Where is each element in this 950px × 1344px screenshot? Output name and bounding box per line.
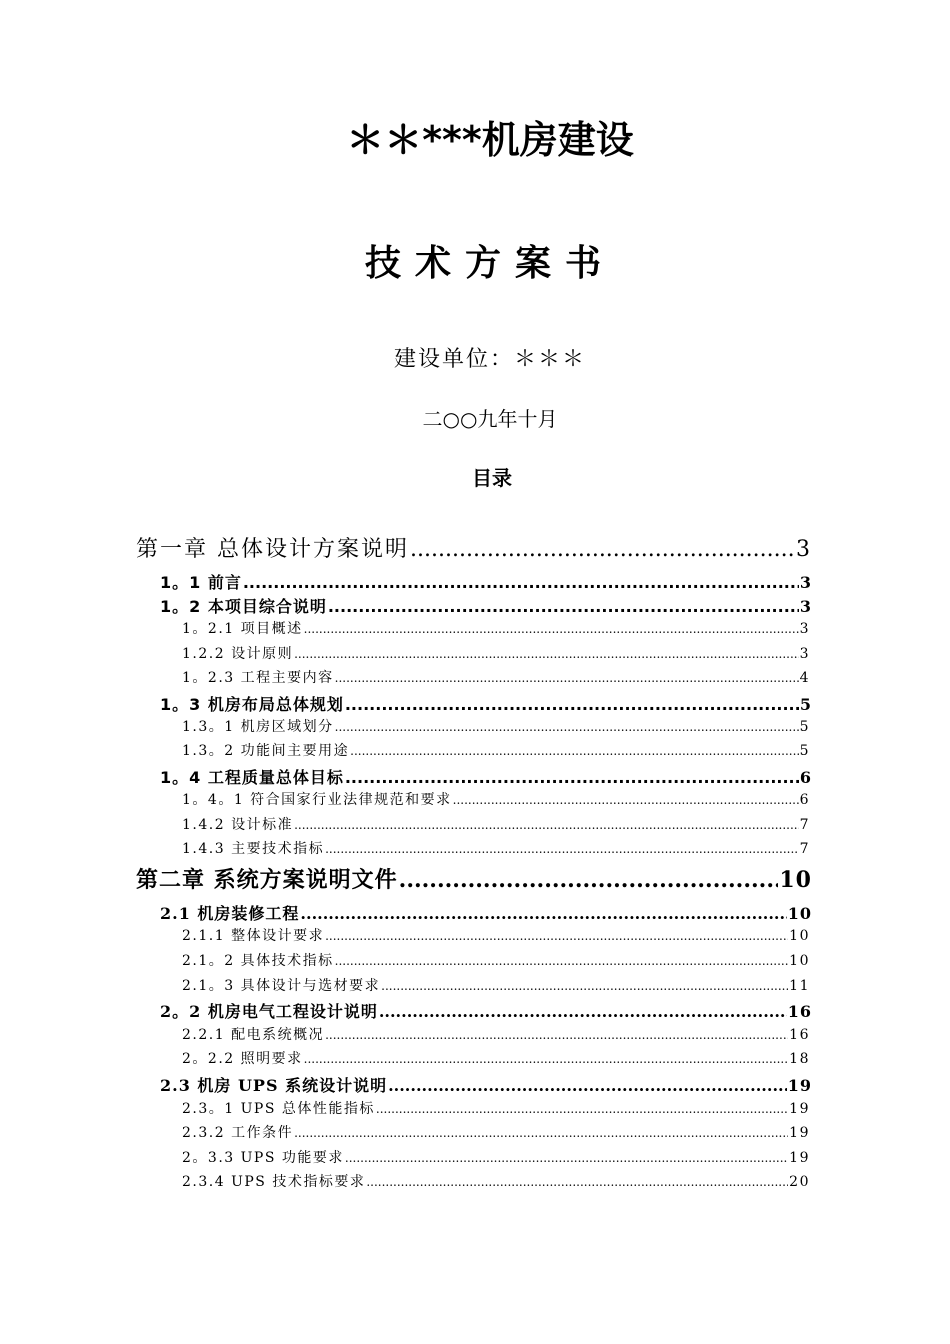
toc-entry-label: 1。3 机房布局总体规划 [160, 694, 344, 714]
toc-entry[interactable] [160, 594, 812, 618]
toc-entry-page-number: 6 [799, 791, 810, 808]
toc-entry-page-number: 5 [799, 718, 810, 735]
toc-entry-label: 2.1。3 具体设计与选材要求 [182, 977, 381, 994]
toc-entry-label: 1.4.2 设计标准 [182, 816, 294, 833]
toc-entry[interactable] [160, 999, 812, 1024]
toc-dot-leader [325, 1028, 788, 1042]
toc-dot-leader [410, 537, 795, 562]
toc-dot-leader [379, 1002, 787, 1021]
document-title-line1: ＊＊***机房建设 [346, 118, 634, 162]
toc-dot-leader [335, 671, 799, 685]
toc-entry-page-number: 7 [799, 816, 810, 833]
toc-entry-label: 第二章 系统方案说明文件 [136, 866, 398, 893]
toc-entry[interactable] [160, 1073, 812, 1098]
toc-dot-leader [376, 1102, 788, 1116]
toc-dot-leader [381, 979, 788, 993]
toc-entry-label: 2.2.1 配电系统概况 [182, 1026, 325, 1043]
document-date: 二○○九年十月 [422, 407, 558, 431]
toc-entry-page-number: 5 [799, 743, 810, 760]
toc-entry[interactable] [182, 1098, 810, 1123]
toc-dot-leader [294, 647, 799, 661]
toc-entry[interactable] [182, 814, 810, 839]
toc-entry-label: 2.1。2 具体技术指标 [182, 952, 334, 969]
toc-entry-label: 2.3.4 UPS 技术指标要求 [182, 1174, 366, 1191]
toc-entry[interactable] [182, 1147, 810, 1172]
toc-dot-leader [453, 793, 799, 807]
toc-entry-label: 第一章 总体设计方案说明 [136, 537, 409, 562]
toc-dot-leader [294, 1126, 788, 1140]
toc-dot-leader [300, 904, 786, 923]
toc-dot-leader [399, 867, 779, 893]
toc-entry[interactable] [182, 1024, 810, 1049]
toc-entry[interactable] [136, 532, 812, 570]
builder-unit: 建设单位：＊＊＊ [393, 347, 586, 372]
toc-entry[interactable] [182, 1048, 810, 1073]
toc-entry-page-number: 3 [799, 597, 812, 616]
toc-entry-page-number: 3 [799, 645, 810, 662]
toc-entry-page-number: 19 [789, 1100, 810, 1117]
toc-entry[interactable] [182, 643, 810, 668]
toc-entry-page-number: 5 [799, 694, 812, 714]
toc-entry-label: 1。2.3 工程主要内容 [182, 670, 334, 687]
toc-dot-leader [345, 695, 799, 714]
toc-dot-leader [294, 818, 799, 832]
document-title-line2: 技术方案书 [364, 243, 615, 284]
toc-dot-leader [366, 1175, 788, 1189]
toc-entry[interactable] [160, 765, 812, 789]
toc-entry-label: 2。2 机房电气工程设计说明 [160, 1002, 378, 1022]
toc-entry-page-number: 18 [789, 1051, 810, 1068]
toc-entry-label: 2.1 机房装修工程 [160, 903, 300, 923]
toc-dot-leader [325, 842, 799, 856]
toc-entry-label: 2.1.1 整体设计要求 [182, 928, 325, 945]
table-of-contents [0, 532, 950, 1196]
toc-entry-label: 2.3.2 工作条件 [182, 1125, 294, 1142]
toc-entry[interactable] [182, 950, 810, 975]
toc-entry-page-number: 7 [799, 841, 810, 858]
toc-entry[interactable] [182, 975, 810, 1000]
toc-entry-page-number: 19 [789, 1125, 810, 1142]
toc-entry-label: 2。3.3 UPS 功能要求 [182, 1149, 344, 1166]
toc-entry[interactable] [136, 863, 812, 901]
toc-entry-label: 1.3。1 机房区域划分 [182, 718, 334, 735]
toc-entry-page-number: 19 [787, 1075, 812, 1095]
toc-entry[interactable] [182, 667, 810, 692]
toc-entry[interactable] [160, 570, 812, 594]
toc-entry-page-number: 3 [799, 573, 812, 592]
toc-entry-page-number: 3 [796, 537, 812, 562]
toc-entry-page-number: 10 [789, 952, 810, 969]
toc-entry[interactable] [182, 838, 810, 863]
toc-entry-page-number: 6 [799, 767, 812, 787]
toc-heading: 目录 [472, 466, 512, 490]
toc-entry-label: 2。2.2 照明要求 [182, 1051, 303, 1068]
toc-entry-label: 1。2.1 项目概述 [182, 621, 303, 637]
toc-entry[interactable] [182, 789, 810, 814]
toc-entry-label: 1。4。1 符合国家行业法律规范和要求 [182, 791, 452, 808]
toc-dot-leader [325, 929, 788, 943]
toc-entry-page-number: 3 [799, 621, 810, 637]
toc-dot-leader [345, 1151, 788, 1165]
toc-entry[interactable] [182, 740, 810, 765]
toc-entry-page-number: 10 [789, 928, 810, 945]
toc-entry-page-number: 20 [789, 1174, 810, 1191]
toc-entry-label: 1。1 前言 [160, 573, 242, 592]
toc-dot-leader [304, 622, 799, 636]
toc-dot-leader [304, 1052, 789, 1066]
toc-dot-leader [350, 744, 798, 758]
toc-dot-leader [345, 768, 799, 787]
toc-entry-page-number: 19 [789, 1149, 810, 1166]
toc-entry[interactable] [160, 901, 812, 926]
toc-dot-leader [388, 1076, 787, 1095]
toc-dot-leader [243, 573, 799, 592]
toc-entry-page-number: 10 [787, 903, 812, 923]
toc-entry-page-number: 16 [789, 1026, 810, 1043]
toc-entry-label: 1。2 本项目综合说明 [160, 597, 327, 616]
toc-entry-label: 2.3。1 UPS 总体性能指标 [182, 1100, 375, 1117]
toc-dot-leader [328, 597, 799, 616]
toc-entry-label: 1.4.3 主要技术指标 [182, 841, 325, 858]
toc-dot-leader [335, 720, 799, 734]
toc-entry[interactable] [160, 692, 812, 716]
toc-entry-page-number: 4 [799, 670, 810, 687]
toc-entry[interactable] [182, 925, 810, 950]
toc-entry-label: 1.3。2 功能间主要用途 [182, 743, 350, 760]
toc-entry[interactable] [182, 1171, 810, 1196]
toc-dot-leader [335, 954, 789, 968]
toc-entry[interactable] [182, 716, 810, 741]
toc-entry-page-number: 11 [789, 977, 810, 994]
toc-entry-label: 1.2.2 设计原则 [182, 645, 294, 662]
toc-entry-page-number: 16 [787, 1002, 812, 1022]
toc-entry-label: 1。4 工程质量总体目标 [160, 767, 344, 787]
toc-entry-page-number: 10 [779, 866, 812, 893]
toc-entry-label: 2.3 机房 UPS 系统设计说明 [160, 1075, 388, 1095]
toc-entry[interactable] [182, 1122, 810, 1147]
toc-entry[interactable] [182, 618, 810, 643]
